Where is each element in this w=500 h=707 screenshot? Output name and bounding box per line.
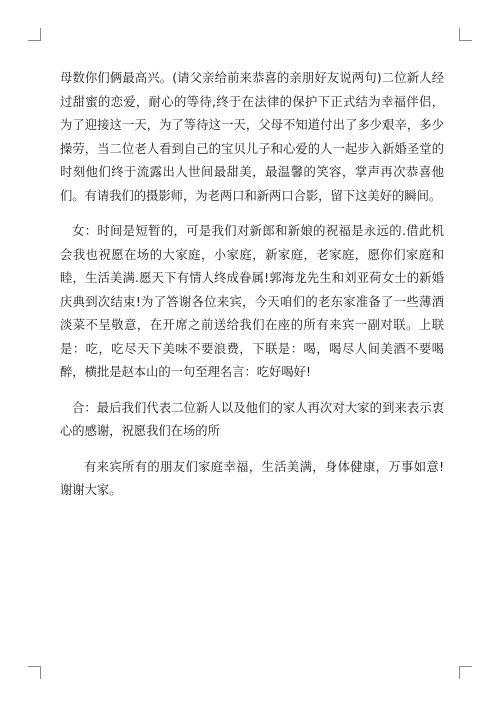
paragraph-spacer [60,444,444,456]
paragraph-1: 母数你们俩最高兴。(请父亲给前来恭喜的亲朋好友说两句)二位新人经过甜蜜的恋爱，耐心的等待,终于在法律的保护下正式结为幸福伴侣，为了迎接这一天，为了等待这一天，父母不知道付出了多少艰辛，多少操劳，当二位老人看到自己的宝贝儿子和心爱的人一起步入新婚圣堂的时刻他们终于流露出人世间最甜美，最温馨的笑容，掌声再次恭喜他们。有请我们的摄影师，为老两口和新两口合影，留下这美好的瞬间。 [60,71,444,203]
crop-mark-bottom-left [28,666,41,679]
paragraph-3: 合：最后我们代表二位新人以及他们的家人再次对大家的到来表示衷心的感谢，祝愿我们在场的所 [60,400,444,438]
paragraph-spacer [60,208,444,220]
crop-mark-top-left [28,28,41,41]
document-body [60,67,444,503]
crop-mark-top-right [459,28,472,41]
paragraph-4: 有来宾所有的朋友们家庭幸福，生活美满，身体健康，万事如意!谢谢大家。 [60,459,444,497]
crop-mark-bottom-right [459,666,472,679]
paragraph-2: 女：时间是短暂的，可是我们对新郎和新娘的祝福是永远的.借此机会我也祝愿在场的大家庭，小家庭，新家庭，老家庭，愿你们家庭和睦，生活美满.愿天下有情人终成眷属!郭海龙先生和刘亚荷女士的新婚庆典到次结束!为了答谢各位来宾，今天咱们的老东家准备了一些薄酒淡菜不呈敬意，在开席之前送给我们在座的所有来宾一副对联。上联是：吃，吃尽天下美味不要浪费，下联是：喝，喝尽人间美酒不要喝醉，横批是赵本山的一句至理名言：吃好喝好! [60,224,444,379]
paragraph-spacer [60,385,444,397]
